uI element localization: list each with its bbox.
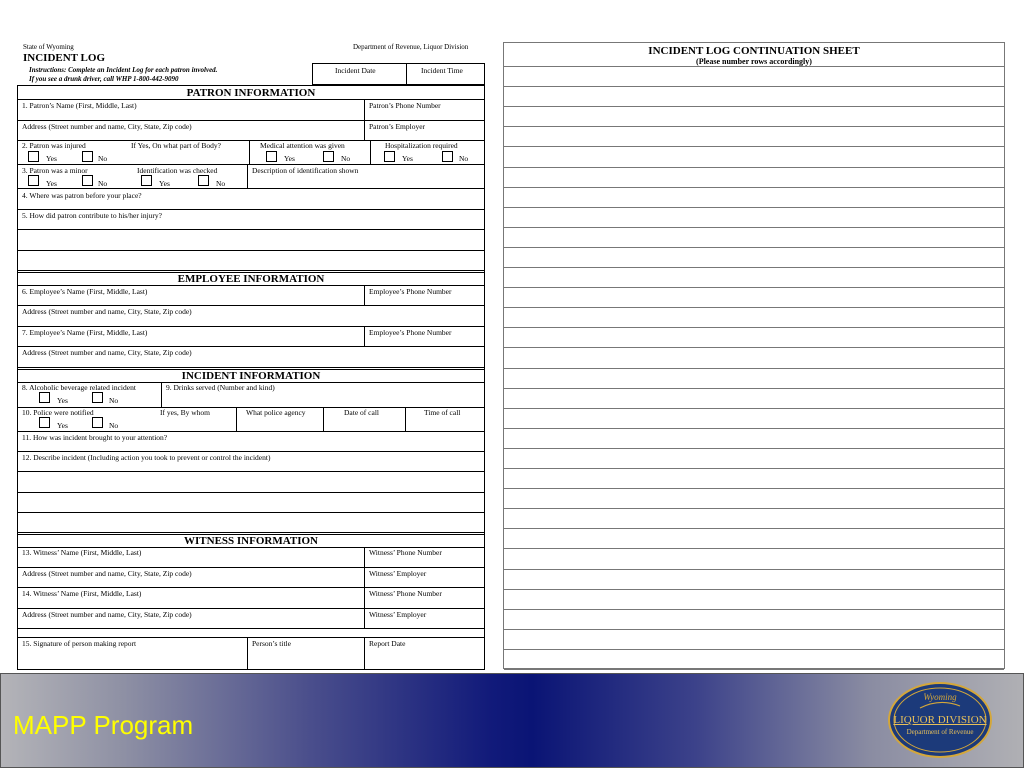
patron-address-field[interactable]: Address (Street number and name, City, State, Zip code) <box>22 122 192 131</box>
continuation-row[interactable] <box>504 86 1004 107</box>
patron-employer-field[interactable]: Patron’s Employer <box>369 122 426 131</box>
continuation-sheet <box>503 42 1005 669</box>
continuation-row[interactable] <box>504 368 1004 389</box>
minor-yes-label: Yes <box>46 179 57 188</box>
patron-name-field[interactable]: 1. Patron’s Name (First, Middle, Last) <box>22 101 137 110</box>
time-of-call-field[interactable]: Time of call <box>424 408 461 417</box>
person-title-field[interactable]: Person’s title <box>252 639 291 648</box>
drinks-served-field[interactable]: 9. Drinks served (Number and kind) <box>166 383 275 392</box>
continuation-title: INCIDENT LOG CONTINUATION SHEET <box>648 45 860 57</box>
alcohol-no-label: No <box>109 396 119 405</box>
injured-no-checkbox[interactable] <box>82 151 93 162</box>
banner-title: MAPP Program <box>13 710 194 740</box>
incident-log-form <box>17 40 485 670</box>
instructions-line-1: Instructions: Complete an Incident Log for each patron involved. <box>29 66 218 74</box>
describe-incident-field[interactable]: 12. Describe incident (Including action you took to prevent or control the incident) <box>22 453 271 462</box>
patron-injured-label: 2. Patron was injured <box>22 141 86 150</box>
witness13-name-field[interactable]: 13. Witness’ Name (First, Middle, Last) <box>22 548 142 557</box>
patron-contribute-field[interactable]: 5. How did patron contribute to his/her injury? <box>22 211 162 220</box>
witness13-phone-field[interactable]: Witness’ Phone Number <box>369 548 442 557</box>
witness14-employer-field[interactable]: Witness’ Employer <box>369 610 427 619</box>
injured-no-label: No <box>98 154 108 163</box>
injured-yes-checkbox[interactable] <box>28 151 39 162</box>
hospital-yes-label: Yes <box>402 154 413 163</box>
police-no-checkbox[interactable] <box>92 417 103 428</box>
id-no-checkbox[interactable] <box>198 175 209 186</box>
continuation-row[interactable] <box>504 187 1004 208</box>
form-title: INCIDENT LOG <box>23 52 106 64</box>
witness-section-title: WITNESS INFORMATION <box>184 535 318 547</box>
continuation-row[interactable] <box>504 408 1004 429</box>
id-no-label: No <box>216 179 226 188</box>
incident-section-title: INCIDENT INFORMATION <box>181 370 321 382</box>
continuation-row[interactable] <box>504 468 1004 489</box>
witness14-phone-field[interactable]: Witness’ Phone Number <box>369 589 442 598</box>
continuation-row[interactable] <box>504 388 1004 409</box>
department-label: Department of Revenue, Liquor Division <box>353 43 469 51</box>
injured-yes-label: Yes <box>46 154 57 163</box>
hospital-no-checkbox[interactable] <box>442 151 453 162</box>
patron-minor-label: 3. Patron was a minor <box>22 166 88 175</box>
police-no-label: No <box>109 421 119 430</box>
police-yes-checkbox[interactable] <box>39 417 50 428</box>
continuation-row[interactable] <box>504 126 1004 147</box>
continuation-row[interactable] <box>504 428 1004 449</box>
medical-yes-checkbox[interactable] <box>266 151 277 162</box>
hospitalization-label: Hospitalization required <box>385 141 458 150</box>
police-yes-label: Yes <box>57 421 68 430</box>
continuation-subtitle: (Please number rows accordingly) <box>696 57 812 66</box>
medical-attention-label: Medical attention was given <box>260 141 345 150</box>
continuation-row[interactable] <box>504 609 1004 630</box>
alcohol-no-checkbox[interactable] <box>92 392 103 403</box>
continuation-row[interactable] <box>504 448 1004 469</box>
signature-field[interactable]: 15. Signature of person making report <box>22 639 137 648</box>
patron-phone-field[interactable]: Patron’s Phone Number <box>369 101 441 110</box>
incident-date-field[interactable]: Incident Date <box>335 66 376 75</box>
continuation-row[interactable] <box>504 267 1004 288</box>
report-date-field[interactable]: Report Date <box>369 639 406 648</box>
id-checked-label: Identification was checked <box>137 166 218 175</box>
continuation-row[interactable] <box>504 629 1004 650</box>
id-yes-label: Yes <box>159 179 170 188</box>
witness13-address-field[interactable]: Address (Street number and name, City, State, Zip code) <box>22 569 192 578</box>
logo-main-text: LIQUOR DIVISION <box>893 714 987 726</box>
employee7-address-field[interactable]: Address (Street number and name, City, State, Zip code) <box>22 348 192 357</box>
continuation-row[interactable] <box>504 649 1004 670</box>
continuation-row[interactable] <box>504 508 1004 529</box>
medical-yes-label: Yes <box>284 154 295 163</box>
patron-section-title: PATRON INFORMATION <box>186 87 316 99</box>
continuation-row[interactable] <box>504 488 1004 509</box>
continuation-row[interactable] <box>504 167 1004 188</box>
continuation-row[interactable] <box>504 207 1004 228</box>
hospital-no-label: No <box>459 154 469 163</box>
minor-yes-checkbox[interactable] <box>28 175 39 186</box>
continuation-row[interactable] <box>504 569 1004 590</box>
continuation-row[interactable] <box>504 327 1004 348</box>
liquor-division-logo <box>888 682 992 758</box>
hospital-yes-checkbox[interactable] <box>384 151 395 162</box>
witness13-employer-field[interactable]: Witness’ Employer <box>369 569 427 578</box>
employee6-address-field[interactable]: Address (Street number and name, City, State, Zip code) <box>22 307 192 316</box>
id-description-field[interactable]: Description of identification shown <box>252 166 359 175</box>
logo-script-text: Wyoming <box>923 692 957 702</box>
instructions-line-2: If you see a drunk driver, call WHP 1-800-442-9090 <box>29 75 179 83</box>
witness14-name-field[interactable]: 14. Witness’ Name (First, Middle, Last) <box>22 589 142 598</box>
body-part-field[interactable]: If Yes, On what part of Body? <box>131 141 221 150</box>
alcohol-yes-label: Yes <box>57 396 68 405</box>
attention-field[interactable]: 11. How was incident brought to your attention? <box>22 433 168 442</box>
medical-no-label: No <box>341 154 351 163</box>
employee7-phone-field[interactable]: Employee’s Phone Number <box>369 328 452 337</box>
continuation-row[interactable] <box>504 548 1004 569</box>
alcohol-yes-checkbox[interactable] <box>39 392 50 403</box>
continuation-row[interactable] <box>504 307 1004 328</box>
minor-no-checkbox[interactable] <box>82 175 93 186</box>
continuation-row[interactable] <box>504 106 1004 127</box>
employee6-phone-field[interactable]: Employee’s Phone Number <box>369 287 452 296</box>
alcohol-related-label: 8. Alcoholic beverage related incident <box>22 383 136 392</box>
employee-section-title: EMPLOYEE INFORMATION <box>177 273 325 285</box>
state-label: State of Wyoming <box>23 43 74 51</box>
police-by-whom-field[interactable]: If yes, By whom <box>160 408 210 417</box>
continuation-row[interactable] <box>504 66 1004 87</box>
minor-no-label: No <box>98 179 108 188</box>
id-yes-checkbox[interactable] <box>141 175 152 186</box>
patron-before-field[interactable]: 4. Where was patron before your place? <box>22 191 142 200</box>
continuation-row[interactable] <box>504 287 1004 308</box>
witness14-address-field[interactable]: Address (Street number and name, City, State, Zip code) <box>22 610 192 619</box>
date-of-call-field[interactable]: Date of call <box>344 408 379 417</box>
continuation-row[interactable] <box>504 227 1004 248</box>
employee6-name-field[interactable]: 6. Employee’s Name (First, Middle, Last) <box>22 287 148 296</box>
police-agency-field[interactable]: What police agency <box>246 408 306 417</box>
incident-time-field[interactable]: Incident Time <box>421 66 463 75</box>
police-notified-label: 10. Police were notified <box>22 408 94 417</box>
logo-sub-text: Department of Revenue <box>906 728 974 736</box>
employee7-name-field[interactable]: 7. Employee’s Name (First, Middle, Last) <box>22 328 148 337</box>
continuation-row[interactable] <box>504 347 1004 368</box>
medical-no-checkbox[interactable] <box>323 151 334 162</box>
footer-banner <box>0 673 1024 768</box>
continuation-row[interactable] <box>504 247 1004 268</box>
continuation-row[interactable] <box>504 589 1004 610</box>
continuation-row[interactable] <box>504 528 1004 549</box>
continuation-row[interactable] <box>504 146 1004 167</box>
